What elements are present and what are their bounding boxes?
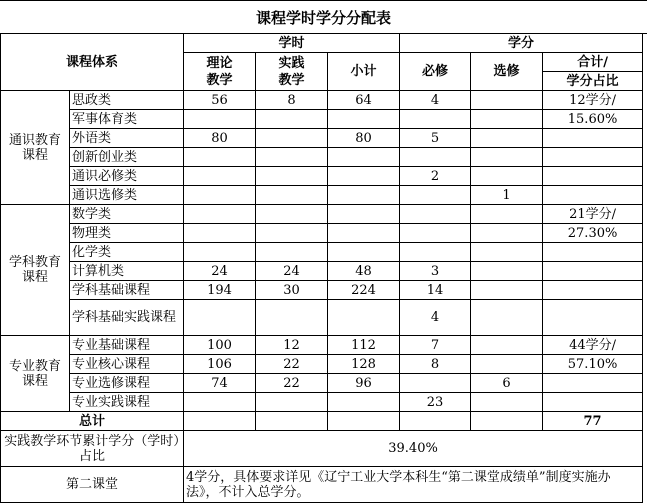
row-name: 专业基础课程 — [70, 336, 184, 355]
cell-practice: 22 — [256, 374, 328, 393]
cell-practice: 8 — [256, 91, 328, 110]
cell-subtotal: 64 — [328, 91, 400, 110]
header-hours: 学时 — [184, 34, 400, 53]
group-general: 通识教育课程 — [1, 91, 70, 205]
cell-required: 5 — [400, 129, 471, 148]
cell-required: 14 — [400, 281, 471, 300]
header-practice: 实践 教学 — [256, 53, 328, 91]
cell-theory: 24 — [184, 262, 256, 281]
row-name: 专业核心课程 — [70, 355, 184, 374]
cell-required: 8 — [400, 355, 471, 374]
practice-share-value: 39.40% — [184, 431, 643, 467]
cell-required: 4 — [400, 91, 471, 110]
practice-share-label: 实践教学环节累计学分（学时）占比 — [1, 431, 184, 467]
row-name: 计算机类 — [70, 262, 184, 281]
cell-required: 4 — [400, 300, 471, 336]
cell-subtotal: 112 — [328, 336, 400, 355]
header-required: 必修 — [400, 53, 471, 91]
cell-theory: 100 — [184, 336, 256, 355]
cell-elective — [471, 91, 543, 110]
second-classroom-label: 第二课堂 — [1, 467, 184, 503]
cell-theory: 74 — [184, 374, 256, 393]
credit-table — [0, 33, 643, 503]
cell-practice: 24 — [256, 262, 328, 281]
cell-theory: 106 — [184, 355, 256, 374]
header-share: 学分占比 — [543, 72, 643, 91]
cell-required: 7 — [400, 336, 471, 355]
cell-practice: 30 — [256, 281, 328, 300]
cell-share: 27.30% — [543, 224, 643, 243]
row-name: 化学类 — [70, 243, 184, 262]
cell-theory: 80 — [184, 129, 256, 148]
total-label: 总计 — [1, 412, 184, 431]
table-title: 课程学时学分分配表 — [0, 0, 647, 34]
header-system: 课程体系 — [1, 34, 184, 91]
row-name: 学科基础实践课程 — [70, 300, 184, 336]
cell-practice: 22 — [256, 355, 328, 374]
row-name: 学科基础课程 — [70, 281, 184, 300]
row-name: 通识必修类 — [70, 167, 184, 186]
cell-required: 23 — [400, 393, 471, 412]
cell-subtotal: 96 — [328, 374, 400, 393]
cell-theory: 56 — [184, 91, 256, 110]
cell-practice: 12 — [256, 336, 328, 355]
header-total: 合计/ — [543, 53, 643, 72]
cell-share: 57.10% — [543, 355, 643, 374]
header-theory: 理论 教学 — [184, 53, 256, 91]
row-name: 专业选修课程 — [70, 374, 184, 393]
cell-theory: 194 — [184, 281, 256, 300]
group-discipline: 学科教育课程 — [1, 205, 70, 336]
group-major: 专业教育课程 — [1, 336, 70, 412]
row-name: 外语类 — [70, 129, 184, 148]
cell-subtotal: 80 — [328, 129, 400, 148]
cell-elective: 1 — [471, 186, 543, 205]
cell-share: 44学分/ — [543, 336, 643, 355]
header-credits: 学分 — [400, 34, 643, 53]
cell-required: 3 — [400, 262, 471, 281]
cell-elective: 6 — [471, 374, 543, 393]
cell-subtotal: 224 — [328, 281, 400, 300]
row-name: 专业实践课程 — [70, 393, 184, 412]
cell-share: 21学分/ — [543, 205, 643, 224]
header-subtotal: 小计 — [328, 53, 400, 91]
row-name: 军事体育类 — [70, 110, 184, 129]
row-name: 物理类 — [70, 224, 184, 243]
row-name: 数学类 — [70, 205, 184, 224]
cell-share: 12学分/ — [543, 91, 643, 110]
second-classroom-value: 4学分，具体要求详见《辽宁工业大学本科生“第二课堂成绩单”制度实施办法》，不计入总学分。 — [184, 467, 643, 503]
cell-share: 15.60% — [543, 110, 643, 129]
header-elective: 选修 — [471, 53, 543, 91]
cell-subtotal: 128 — [328, 355, 400, 374]
cell-required: 2 — [400, 167, 471, 186]
row-name: 创新创业类 — [70, 148, 184, 167]
total-value: 77 — [543, 412, 643, 431]
row-name: 通识选修类 — [70, 186, 184, 205]
cell-subtotal: 48 — [328, 262, 400, 281]
row-name: 思政类 — [70, 91, 184, 110]
